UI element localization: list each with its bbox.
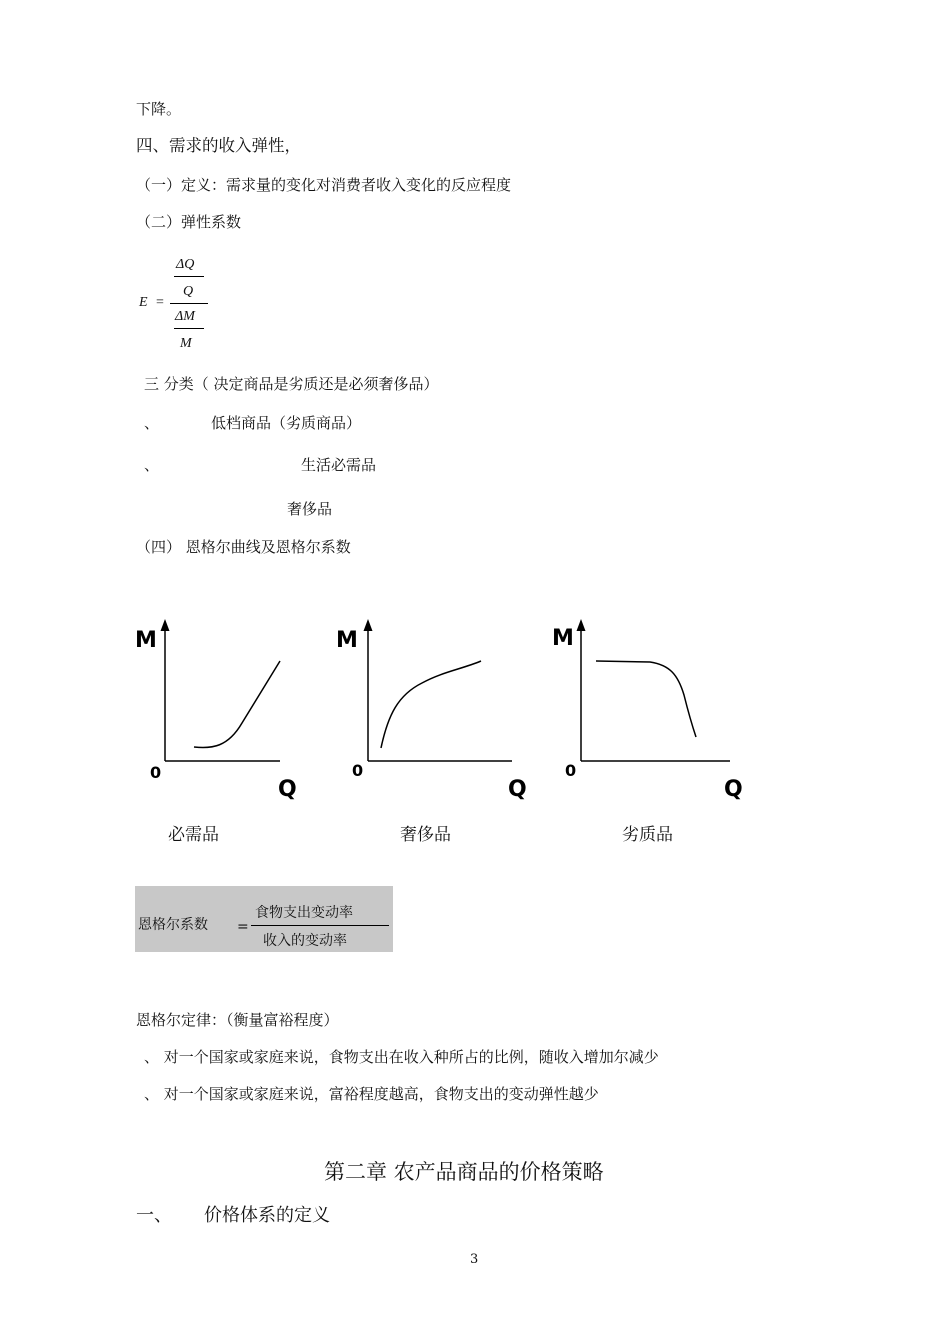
chart-label-necessity: 必需品 — [168, 825, 219, 845]
formula-lhs: E — [139, 295, 148, 310]
formula-num-bottom: Q — [183, 284, 194, 299]
engel-curve-chart-luxury — [332, 615, 532, 805]
y-axis-label: M — [135, 628, 157, 653]
formula-den-line — [174, 328, 204, 329]
engel-curve-chart-inferior — [550, 615, 750, 805]
page-number: 3 — [470, 1252, 479, 1267]
engel-coefficient-numerator: 食物支出变动率 — [255, 905, 353, 921]
text-line-definition: （一）定义：需求量的变化对消费者收入变化的反应程度 — [136, 176, 512, 194]
origin-label: 0 — [352, 761, 364, 780]
engel-coefficient-name: 恩格尔系数 — [138, 917, 208, 933]
x-axis-label: Q — [278, 777, 297, 802]
engel-coefficient-box — [135, 886, 393, 952]
engel-curve — [381, 661, 481, 748]
formula-equals: = — [156, 295, 164, 310]
formula-den-bottom: M — [180, 336, 192, 351]
formula-den-top: ΔM — [175, 309, 195, 324]
text-line-decline: 下降。 — [136, 100, 182, 118]
engel-law-item-1: 、 对一个国家或家庭来说，食物支出在收入种所占的比例，随收入增加尔减少 — [144, 1048, 659, 1066]
engel-curve-chart-necessity — [130, 615, 310, 805]
chart-label-luxury: 奢侈品 — [400, 825, 451, 845]
origin-label: 0 — [150, 763, 162, 782]
engel-coefficient-equals: = — [237, 919, 249, 935]
formula-num-line — [174, 276, 204, 277]
text-line-engel-curve: （四） 恩格尔曲线及恩格尔系数 — [136, 538, 351, 556]
x-axis-label: Q — [724, 777, 743, 802]
engel-curve — [596, 661, 696, 737]
origin-label: 0 — [565, 761, 577, 780]
y-axis-label: M — [336, 628, 358, 653]
text-line-luxury: 奢侈品 — [287, 500, 333, 518]
list-bullet-1: 、 — [144, 414, 160, 432]
section-title-price-system: 价格体系的定义 — [204, 1205, 330, 1226]
engel-law-item-2: 、 对一个国家或家庭来说，富裕程度越高，食物支出的变动弹性越少 — [144, 1085, 599, 1103]
engel-coefficient-denominator: 收入的变动率 — [263, 933, 347, 949]
text-line-classification: 三 分类（ 决定商品是劣质还是必须奢侈品） — [144, 375, 439, 393]
formula-num-top: ΔQ — [176, 257, 195, 272]
text-line-inferior-goods: 低档商品（劣质商品） — [211, 414, 362, 432]
formula-main-line — [170, 303, 208, 304]
section-number: 一、 — [136, 1205, 172, 1226]
y-axis-label: M — [552, 626, 574, 651]
chart-label-inferior: 劣质品 — [622, 825, 673, 845]
section-heading-income-elasticity: 四、需求的收入弹性， — [136, 136, 301, 155]
text-line-necessities: 生活必需品 — [301, 456, 377, 474]
engel-fraction-line — [251, 925, 389, 926]
engel-law-title: 恩格尔定律：（衡量富裕程度） — [136, 1011, 339, 1029]
list-bullet-2: 、 — [144, 456, 160, 474]
engel-curve — [194, 661, 280, 748]
text-line-coefficient: （二）弹性系数 — [136, 213, 242, 231]
x-axis-label: Q — [508, 777, 527, 802]
chapter-title: 第二章 农产品商品的价格策略 — [324, 1160, 604, 1184]
